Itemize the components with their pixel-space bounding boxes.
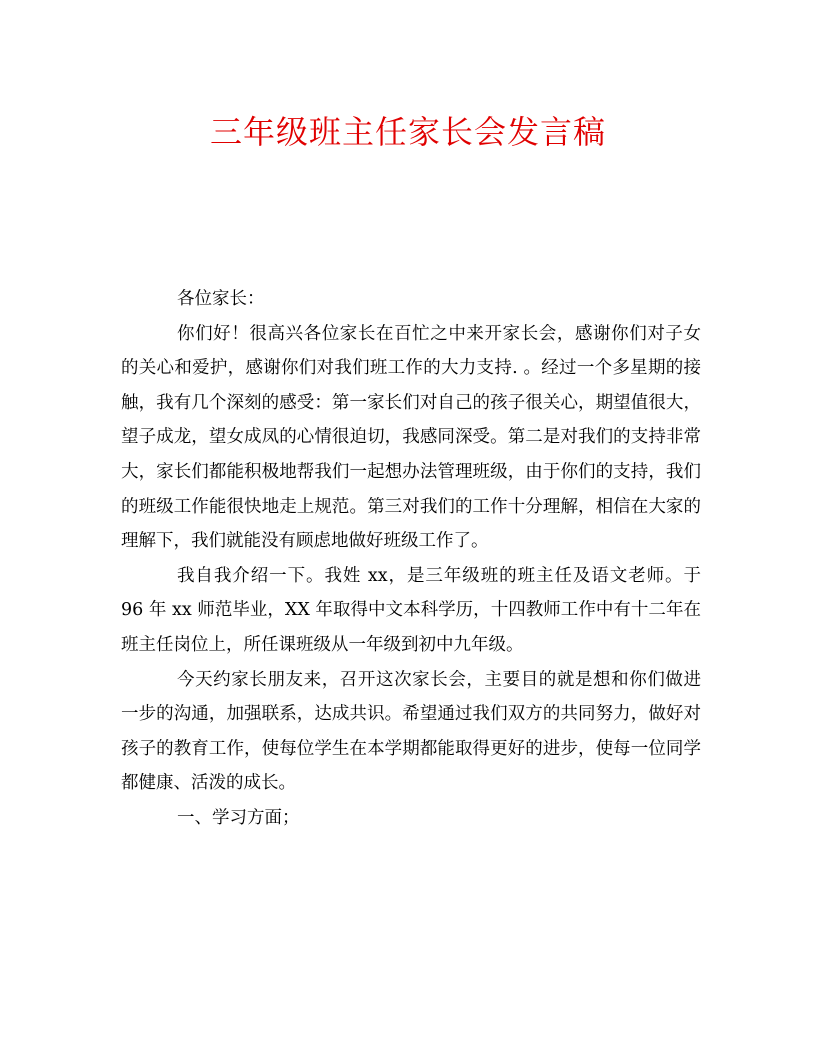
- section-heading-study: 一、学习方面；: [177, 807, 300, 828]
- opening-paragraph: 你们好！很高兴各位家长在百忙之中来开家长会，感谢你们对子女的关心和爱护，感谢你们对我们班工作的大力支持. 。经过一个多星期的接触，我有几个深刻的感受：第一家长们对自己的孩子很关心，期望值很大，望子成龙，望女成凤的心情很迫切，我感同深受。第二是对我们的支持非常大，家长们都能积极地帮我们一起想办法管理班级，由于你们的支持，我们的班级工作能很快地走上规范。第三对我们的工作十分理解，相信在大家的理解下，我们就能没有顾虑地做好班级工作了。: [121, 323, 701, 552]
- introduction-paragraph: 我自我介绍一下。我姓 xx，是三年级班的班主任及语文老师。于 96 年 xx 师范毕业，XX 年取得中文本科学历，十四教师工作中有十二年在班主任岗位上，所任课班级从一年级到初中九年级。: [121, 565, 701, 655]
- document-title: 三年级班主任家长会发言稿: [209, 113, 606, 151]
- purpose-paragraph: 今天约家长朋友来，召开这次家长会，主要目的就是想和你们做进一步的沟通，加强联系，达成共识。希望通过我们双方的共同努力，做好对孩子的教育工作，使每位学生在本学期都能取得更好的进步，使每一位同学都健康、活泼的成长。: [121, 669, 701, 794]
- document-body: [121, 282, 701, 836]
- greeting-paragraph: 各位家长：: [177, 289, 265, 309]
